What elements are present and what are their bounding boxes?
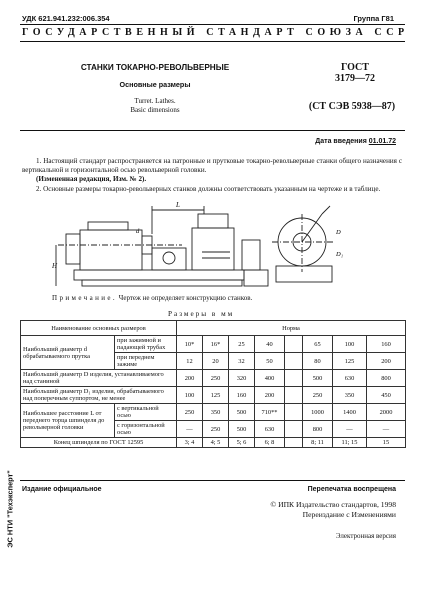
label-H: H — [52, 262, 58, 270]
paragraph-1-amendment: (Измененная редакция, Изм. № 2). — [36, 175, 147, 183]
lathe-drawing — [52, 200, 382, 292]
copyright-block — [270, 500, 396, 520]
table-cell: 250 — [203, 370, 229, 387]
headstock-top — [88, 222, 128, 230]
footer-rule — [20, 480, 405, 481]
table-cell: 125 — [333, 353, 367, 370]
english-title-line1: Turret. Lathes. — [134, 97, 176, 105]
table-cell — [285, 438, 303, 448]
drawing-note — [52, 294, 252, 302]
row-L-sub1-label: с вертикальной осью — [115, 404, 177, 421]
label-d: d — [136, 228, 140, 235]
table-cell: 200 — [367, 353, 406, 370]
gost-designation — [300, 62, 410, 84]
dimensions-table — [20, 320, 406, 448]
table-cell: 40 — [255, 336, 285, 353]
table-cell: 500 — [229, 404, 255, 421]
table-cell: 100 — [177, 387, 203, 404]
introduction-date-value: 01.01.72 — [368, 138, 396, 145]
table-cell: 32 — [229, 353, 255, 370]
bar-stand-base — [244, 270, 268, 286]
table-cell — [285, 336, 303, 353]
headstock — [80, 230, 142, 270]
turret-top — [198, 214, 228, 228]
table-cell: 8; 11 — [303, 438, 333, 448]
side-stamp — [4, 440, 15, 578]
turret-head — [192, 228, 234, 270]
paragraph-2: 2. Основные размеры токарно-револьверных станков должны соответствовать указанным на чертеже и в таблице. — [36, 185, 381, 193]
table-cell: 16* — [203, 336, 229, 353]
copyright-line: © ИПК Издательство стандартов, 1998 — [270, 500, 396, 509]
table-cell — [285, 404, 303, 421]
introduction-date — [315, 138, 396, 145]
table-cell: — — [367, 421, 406, 438]
cross-slide-wheel — [163, 252, 175, 264]
lathe-bed — [74, 270, 244, 280]
udk-code: УДК 621.941.232:006.354 — [22, 14, 110, 23]
reissue-line: Переиздание с Изменениями — [302, 510, 396, 519]
paragraph-1: 1. Настоящий стандарт распространяется на патронные и прутковые токарно-револьверные станки общего назначения с вертикальной и горизонтальной осью револьверной головки. — [22, 157, 402, 174]
table-row — [21, 438, 406, 448]
note-prefix: Примечание. — [52, 294, 118, 302]
document-subtitle: Основные размеры — [119, 80, 191, 89]
table-cell: 320 — [229, 370, 255, 387]
table-cell: 1000 — [303, 404, 333, 421]
table-cell: 50 — [255, 353, 285, 370]
table-cell: 65 — [303, 336, 333, 353]
electronic-version: Электронная версия — [335, 532, 396, 540]
header-name: Наименование основных размеров — [21, 321, 177, 336]
table-cell: 250 — [303, 387, 333, 404]
row-D-label: Наибольший диаметр D изделия, устанавливаемого над станиной — [21, 370, 177, 387]
table-cell: 500 — [229, 421, 255, 438]
table-cell: 800 — [367, 370, 406, 387]
table-cell: 3; 4 — [177, 438, 203, 448]
table-cell: 1400 — [333, 404, 367, 421]
table-cell — [285, 353, 303, 370]
label-L: L — [176, 201, 180, 209]
row-d-sub1-label: при зажимной и падающей трубах — [115, 336, 177, 353]
group-code: Группа Г81 — [353, 14, 394, 23]
table-cell: 25 — [229, 336, 255, 353]
table-cell — [285, 421, 303, 438]
table-row — [21, 370, 406, 387]
table-cell: 800 — [303, 421, 333, 438]
table-cell: 500 — [303, 370, 333, 387]
sev-designation: (СТ СЭВ 5938—87) — [308, 101, 396, 112]
table-cell: 710** — [255, 404, 285, 421]
table-cell: 450 — [367, 387, 406, 404]
row-D1-label: Наибольший диаметр D₁ изделия, обрабатываемого над поперечным суппортом, не менее — [21, 387, 177, 404]
gost-number: 3179—72 — [335, 73, 375, 84]
note-text: Чертеж не определяет конструкцию станков. — [118, 294, 253, 302]
official-edition: Издание официальное — [22, 486, 102, 493]
table-cell: 11; 15 — [333, 438, 367, 448]
table-cell — [285, 387, 303, 404]
side-view-arm-tip — [322, 206, 330, 214]
table-cell: 630 — [255, 421, 285, 438]
table-cell: 630 — [333, 370, 367, 387]
table-cell: 160 — [229, 387, 255, 404]
table-cell: 20 — [203, 353, 229, 370]
gost-label: ГОСТ — [341, 62, 369, 73]
table-cell: — — [177, 421, 203, 438]
table-cell: 4; 5 — [203, 438, 229, 448]
english-title-line2: Basic dimensions — [130, 106, 180, 114]
table-header-row — [21, 321, 406, 336]
row-L-sub2-label: с горизонтальной осью — [115, 421, 177, 438]
table-cell: 5; 6 — [229, 438, 255, 448]
table-row — [21, 387, 406, 404]
side-view-base — [276, 266, 332, 282]
headstock-rear — [66, 234, 80, 264]
reprint-prohibited: Перепечатка воспрещена — [307, 486, 396, 493]
label-D1: D₁ — [336, 251, 343, 258]
table-cell: 250 — [203, 421, 229, 438]
document-title: СТАНКИ ТОКАРНО-РЕВОЛЬВЕРНЫЕ — [80, 63, 230, 72]
header-rule-bottom — [20, 41, 405, 42]
header-norm: Норма — [177, 321, 406, 336]
table-cell: 2000 — [367, 404, 406, 421]
introduction-date-label: Дата введения — [315, 138, 367, 145]
table-cell: 400 — [255, 370, 285, 387]
table-cell — [285, 370, 303, 387]
standard-banner: ГОСУДАРСТВЕННЫЙ СТАНДАРТ СОЮЗА ССР — [22, 27, 409, 38]
table-cell: 125 — [203, 387, 229, 404]
table-row — [21, 404, 406, 421]
table-cell: 100 — [333, 336, 367, 353]
row-d-label: Наибольший диаметр d обрабатываемого прутка — [21, 336, 115, 370]
title-rule — [20, 130, 405, 131]
table-cell: 6; 8 — [255, 438, 285, 448]
table-cell: 80 — [303, 353, 333, 370]
lathe-base — [82, 280, 242, 286]
table-cell: 10* — [177, 336, 203, 353]
table-cell: 15 — [367, 438, 406, 448]
table-cell: 12 — [177, 353, 203, 370]
table-cell: 200 — [255, 387, 285, 404]
table-caption: Размеры в мм — [168, 310, 235, 318]
bar-stand — [242, 240, 260, 270]
table-cell: 160 — [367, 336, 406, 353]
label-D: D — [336, 229, 341, 236]
row-d-sub2-label: при переднем зажиме — [115, 353, 177, 370]
table-cell: 200 — [177, 370, 203, 387]
table-cell: 350 — [203, 404, 229, 421]
row-cone-label: Конец шпинделя по ГОСТ 12595 — [21, 438, 177, 448]
row-L-label: Наибольшее расстояние L от переднего торца шпинделя до револьверной головки — [21, 404, 115, 438]
cross-slide — [152, 248, 186, 270]
table-cell: 350 — [333, 387, 367, 404]
table-row — [21, 336, 406, 353]
table-cell: — — [333, 421, 367, 438]
table-cell: 250 — [177, 404, 203, 421]
header-rule-top — [20, 24, 405, 25]
document-title-english — [50, 97, 260, 115]
side-stamp-text: ЭС НТИ "Техэксперт" — [5, 470, 14, 548]
